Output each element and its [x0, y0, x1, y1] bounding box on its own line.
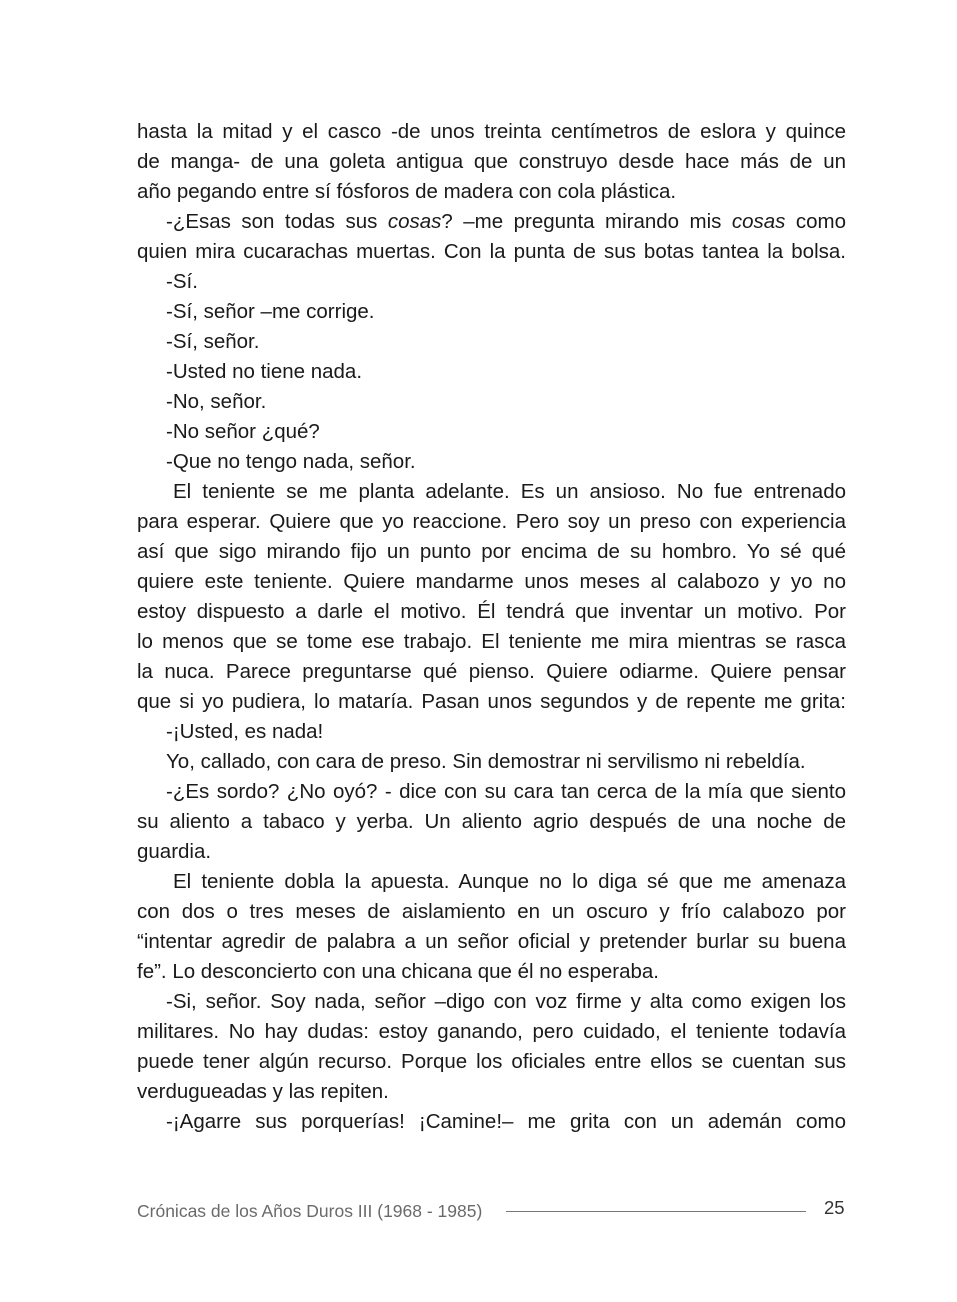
text-line: -Sí, señor. [166, 330, 260, 353]
text-line: puede tener algún recurso. Porque los oficiales entre ellos se cuentan sus [137, 1050, 846, 1073]
text-line: militares. No hay dudas: estoy ganando, pero cuidado, el teniente todavía [137, 1020, 846, 1043]
text-line: -Si, señor. Soy nada, señor –digo con voz firme y alta como exigen los [166, 990, 846, 1013]
text-line: para esperar. Quiere que yo reaccione. Pero soy un preso con experiencia [137, 510, 846, 533]
footer-book-title: Crónicas de los Años Duros III (1968 - 1985) [137, 1201, 483, 1221]
text-line: -Que no tengo nada, señor. [166, 450, 416, 473]
text-line: quien mira cucarachas muertas. Con la punta de sus botas tantea la bolsa. [137, 240, 846, 263]
text-line: -¿Es sordo? ¿No oyó? - dice con su cara tan cerca de la mía que siento [166, 780, 846, 803]
text-line: que si yo pudiera, lo mataría. Pasan unos segundos y de repente me grita: [137, 690, 846, 713]
text-line: fe”. Lo desconcierto con una chicana que él no esperaba. [137, 960, 659, 983]
text-line: la nuca. Parece preguntarse qué pienso. Quiere odiarme. Quiere pensar [137, 660, 846, 683]
text-line: -Sí, señor –me corrige. [166, 300, 375, 323]
text-line: año pegando entre sí fósforos de madera con cola plástica. [137, 180, 677, 203]
text-line: Yo, callado, con cara de preso. Sin demostrar ni servilismo ni rebeldía. [166, 750, 806, 773]
text-line: El teniente dobla la apuesta. Aunque no lo diga sé que me amenaza [173, 870, 846, 893]
text-line: -No señor ¿qué? [166, 420, 320, 443]
text-line: -¡Usted, es nada! [166, 720, 324, 743]
text-line: -¡Agarre sus porquerías! ¡Camine!– me grita con un ademán como [166, 1110, 846, 1133]
text-line: quiere este teniente. Quiere mandarme unos meses al calabozo y yo no [137, 570, 846, 593]
text-line: su aliento a tabaco y yerba. Un aliento agrio después de una noche de [137, 810, 846, 833]
text-line: con dos o tres meses de aislamiento en un oscuro y frío calabozo por [137, 900, 846, 923]
text-line: -Sí. [166, 270, 198, 293]
page-body [137, 117, 846, 1137]
text-line: El teniente se me planta adelante. Es un ansioso. No fue entrenado [173, 480, 846, 503]
text-line: lo menos que se tome ese trabajo. El teniente me mira mientras se rasca [137, 630, 846, 653]
text-line: -¿Esas son todas sus cosas? –me pregunta mirando mis cosas como [166, 210, 847, 233]
text-line: así que sigo mirando fijo un punto por encima de su hombro. Yo sé qué [137, 540, 846, 563]
page-number: 25 [824, 1197, 845, 1218]
text-line: guardia. [137, 840, 212, 863]
text-line: verdugueadas y las repiten. [137, 1080, 389, 1103]
italic-word: cosas [387, 210, 442, 233]
italic-word: cosas [731, 210, 786, 233]
text-line: estoy dispuesto a darle el motivo. Él tendrá que inventar un motivo. Por [137, 600, 846, 623]
text-line: -No, señor. [166, 390, 267, 413]
text-line: de manga- de una goleta antigua que construyo desde hace más de un [137, 150, 846, 173]
text-line: -Usted no tiene nada. [166, 360, 363, 383]
text-line: hasta la mitad y el casco -de unos treinta centímetros de eslora y quince [137, 120, 846, 143]
text-line: “intentar agredir de palabra a un señor oficial y pretender burlar su buena [137, 930, 846, 953]
footer-divider [506, 1211, 806, 1212]
